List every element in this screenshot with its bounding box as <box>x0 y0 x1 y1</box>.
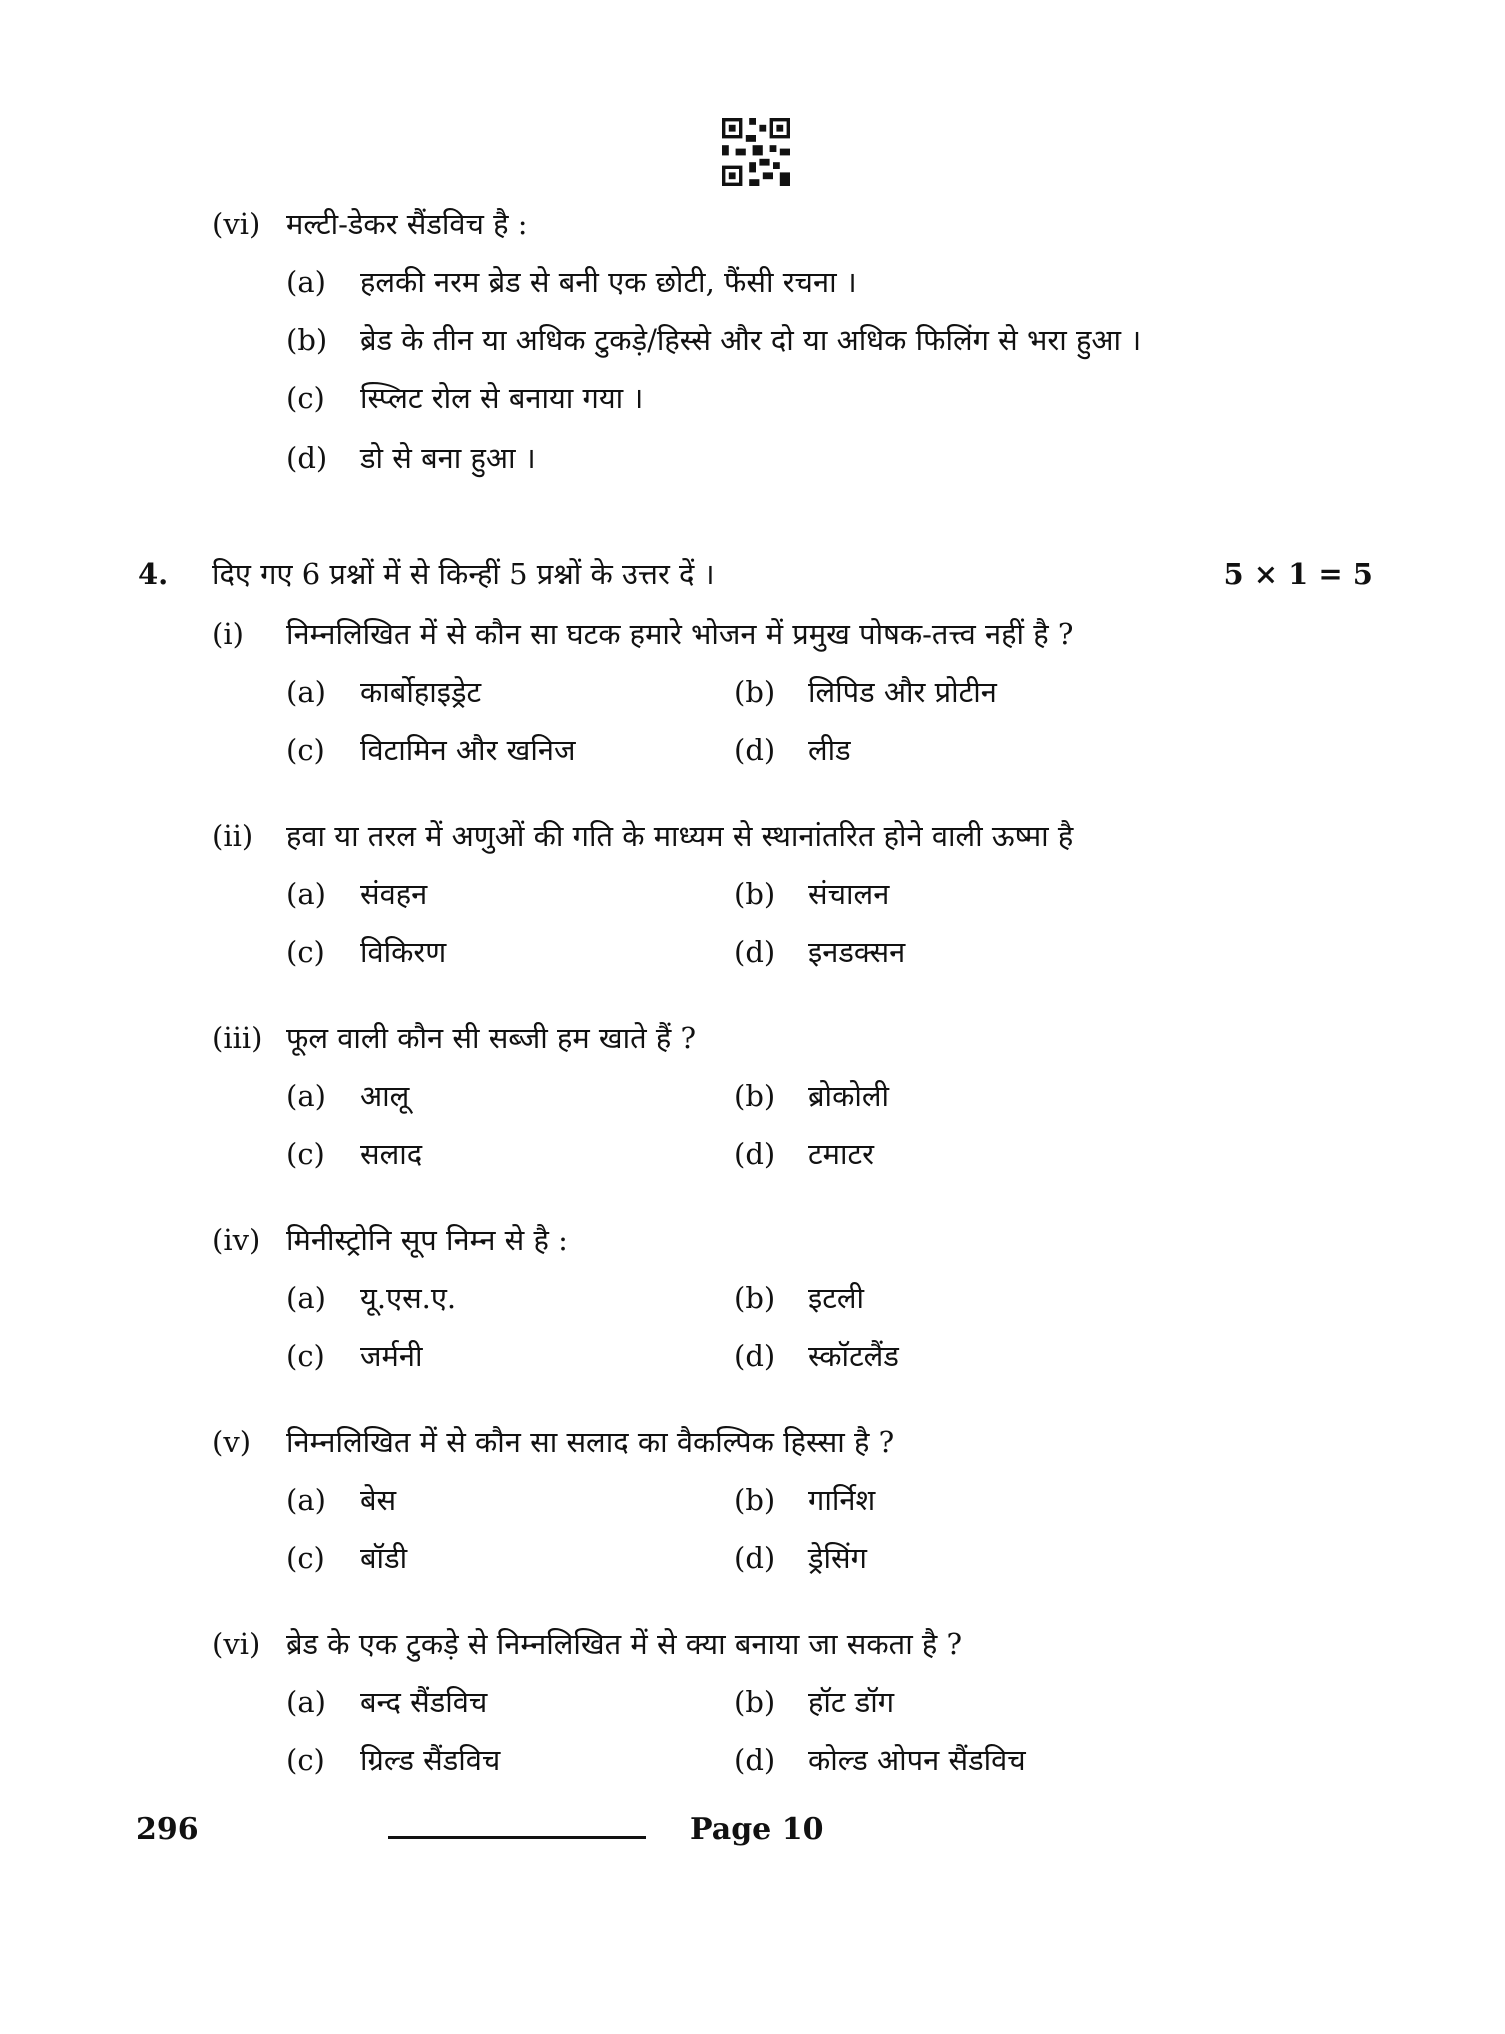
option-label-a: (a) <box>286 877 326 911</box>
option-label-a: (a) <box>286 1281 326 1315</box>
question-number: 4. <box>138 557 169 591</box>
option-label-d: (d) <box>734 1541 776 1575</box>
option-label-a: (a) <box>286 675 326 709</box>
option-text-a: कार्बोहाइड्रेट <box>360 675 482 709</box>
option-text-b: गार्निश <box>808 1483 876 1517</box>
option-label-c: (c) <box>286 1743 325 1777</box>
option-label-a: (a) <box>286 1685 326 1719</box>
question-marks: 5 × 1 = 5 <box>1223 557 1373 591</box>
subq-text: ब्रेड के एक टुकड़े से निम्नलिखित में से क्या बनाया जा सकता है ? <box>286 1627 963 1661</box>
option-label-b: (b) <box>734 1281 776 1315</box>
option-text-d: इनडक्सन <box>808 935 906 969</box>
option-label-b: (b) <box>734 675 776 709</box>
subq-text: हवा या तरल में अणुओं की गति के माध्यम से स्थानांतरित होने वाली ऊष्मा है <box>286 819 1074 853</box>
option-text-d: टमाटर <box>808 1137 874 1171</box>
option-text-c: बॉडी <box>360 1541 408 1575</box>
prev-option-label-d: (d) <box>286 441 328 475</box>
prev-option-label-a: (a) <box>286 265 326 299</box>
option-text-c: जर्मनी <box>360 1339 423 1373</box>
page-number: Page 10 <box>690 1812 824 1847</box>
subq-text: निम्नलिखित में से कौन सा सलाद का वैकल्पिक हिस्सा है ? <box>286 1425 895 1459</box>
footer-divider <box>388 1836 646 1839</box>
option-text-d: स्कॉटलैंड <box>808 1339 899 1373</box>
option-label-d: (d) <box>734 935 776 969</box>
question-instruction: दिए गए 6 प्रश्नों में से किन्हीं 5 प्रश्नों के उत्तर दें । <box>212 557 715 591</box>
prev-option-label-b: (b) <box>286 323 328 357</box>
option-label-d: (d) <box>734 1743 776 1777</box>
option-text-b: हॉट डॉग <box>808 1685 895 1719</box>
option-label-b: (b) <box>734 877 776 911</box>
option-label-b: (b) <box>734 1483 776 1517</box>
option-label-c: (c) <box>286 1541 325 1575</box>
option-label-a: (a) <box>286 1079 326 1113</box>
prev-option-text-b: ब्रेड के तीन या अधिक टुकड़े/हिस्से और दो या अधिक फिलिंग से भरा हुआ । <box>360 323 1142 357</box>
subq-roman: (iv) <box>212 1223 261 1257</box>
option-label-c: (c) <box>286 935 325 969</box>
prev-option-text-a: हलकी नरम ब्रेड से बनी एक छोटी, फैंसी रचना । <box>360 265 857 299</box>
option-text-c: विकिरण <box>360 935 447 969</box>
option-text-d: ड्रेसिंग <box>808 1541 867 1575</box>
option-text-a: आलू <box>360 1079 410 1113</box>
subq-roman: (i) <box>212 617 244 651</box>
option-text-a: संवहन <box>360 877 428 911</box>
subq-roman: (iii) <box>212 1021 263 1055</box>
subq-text: निम्नलिखित में से कौन सा घटक हमारे भोजन में प्रमुख पोषक-तत्त्व नहीं है ? <box>286 617 1074 651</box>
option-text-d: कोल्ड ओपन सैंडविच <box>808 1743 1026 1777</box>
option-label-b: (b) <box>734 1079 776 1113</box>
option-label-c: (c) <box>286 1137 325 1171</box>
option-label-a: (a) <box>286 1483 326 1517</box>
option-text-a: बन्द सैंडविच <box>360 1685 488 1719</box>
prev-question-roman: (vi) <box>212 207 261 241</box>
option-label-d: (d) <box>734 1339 776 1373</box>
option-text-c: ग्रिल्ड सैंडविच <box>360 1743 501 1777</box>
option-label-b: (b) <box>734 1685 776 1719</box>
option-label-c: (c) <box>286 733 325 767</box>
option-text-a: यू.एस.ए. <box>360 1281 457 1315</box>
option-text-a: बेस <box>360 1483 397 1517</box>
option-label-d: (d) <box>734 1137 776 1171</box>
option-text-c: सलाद <box>360 1137 423 1171</box>
prev-option-label-c: (c) <box>286 381 325 415</box>
prev-option-text-c: स्प्लिट रोल से बनाया गया । <box>360 381 644 415</box>
option-label-d: (d) <box>734 733 776 767</box>
option-text-c: विटामिन और खनिज <box>360 733 576 767</box>
option-text-b: ब्रोकोली <box>808 1079 890 1113</box>
option-text-d: लीड <box>808 733 851 767</box>
option-text-b: लिपिड और प्रोटीन <box>808 675 997 709</box>
option-text-b: संचालन <box>808 877 890 911</box>
subq-roman: (vi) <box>212 1627 261 1661</box>
qr-code-icon <box>722 118 790 186</box>
subq-roman: (ii) <box>212 819 254 853</box>
prev-option-text-d: डो से बना हुआ । <box>360 441 536 475</box>
option-label-c: (c) <box>286 1339 325 1373</box>
option-text-b: इटली <box>808 1281 865 1315</box>
subq-text: फूल वाली कौन सी सब्जी हम खाते हैं ? <box>286 1021 697 1055</box>
paper-code: 296 <box>136 1812 199 1847</box>
subq-roman: (v) <box>212 1425 252 1459</box>
subq-text: मिनीस्ट्रोनि सूप निम्न से है : <box>286 1223 568 1257</box>
prev-question-text: मल्टी-डेकर सैंडविच है : <box>286 207 528 241</box>
